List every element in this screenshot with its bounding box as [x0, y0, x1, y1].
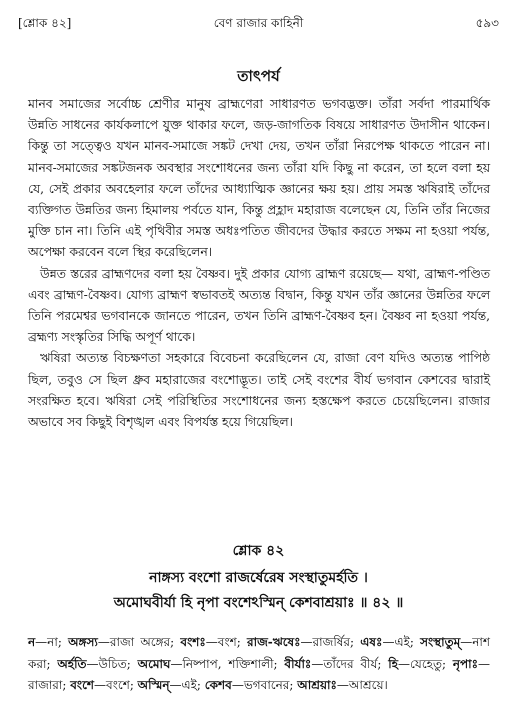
synonym-word: রাজ-ঋষেঃ: [246, 635, 301, 649]
synonym-delimiter: ;: [126, 656, 138, 671]
synonym-meaning: আশ্রয়ে: [348, 678, 384, 692]
synonym-meaning: রাজর্ষির: [312, 635, 351, 649]
verse-label: শ্লোক ৪২: [232, 543, 285, 559]
synonym-meaning: নিষ্পাপ, শক্তিশালী: [182, 656, 274, 671]
synonym-delimiter: ।: [383, 678, 388, 692]
synonym-delimiter: ;: [409, 635, 421, 649]
synonym-entry: [138, 678, 205, 692]
synonym-delimiter: ;: [46, 656, 58, 671]
synonym-word: অস্মিন্: [137, 678, 170, 692]
synonym-separator: —: [94, 678, 107, 692]
synonym-entry: [247, 635, 360, 649]
synonym-word: সংস্থাতুম্: [420, 635, 461, 649]
synonym-separator: —: [35, 635, 48, 649]
synonym-delimiter: ;: [170, 635, 181, 649]
synonym-separator: —: [97, 635, 110, 649]
synonym-word: বংশে: [70, 678, 95, 692]
synonym-entry: [70, 678, 137, 692]
synonym-word: এষঃ: [360, 635, 383, 649]
synonym-word: কেশব: [204, 678, 232, 692]
synonym-meaning: বংশে: [106, 678, 130, 692]
synonym-separator: —: [86, 656, 99, 671]
synonym-delimiter: ;: [62, 678, 71, 692]
synonym-entry: [68, 635, 180, 649]
synonym-separator: —: [311, 656, 324, 671]
purport-body: [28, 94, 490, 433]
synonym-word: অমোঘ: [137, 656, 171, 671]
synonym-word: অঙ্গস্য: [68, 635, 98, 649]
synonym-entry: [205, 678, 297, 692]
synonym-meaning: উচিত: [98, 656, 127, 671]
synonym-meaning: যেহেতু: [410, 656, 442, 671]
synonym-meaning: না: [47, 635, 58, 649]
synonym-entry: [138, 657, 285, 671]
paragraph: মানব সমাজের সর্বোচ্চ শ্রেণীর মানুষ ব্রাহ্মণেরা সাধারণত ভগবদ্ভক্ত। তাঁরা সর্বদা পারমার্থিক উন্নতি সাধনের কার্যকলাপে যুক্ত থাকার ফলে, জড়-জাগতিক বিষয়ে সাধারণত উদাসীন থাকেন। কিন্তু তা সত্ত্বেও যখন মানব-সমাজে সঙ্কট দেখা দেয়, তখন তাঁরা নিরপেক্ষ থাকতে পারেন না। মানব-সমাজের সঙ্কটজনক অবস্থার সংশোধনের জন্য তাঁরা যদি কিছু না করেন, তা হলে বলা হয় যে, সেই প্রকার অবহেলার ফলে তাঁদের আধ্যাত্মিক জ্ঞানের ক্ষয় হয়। প্রায় সমস্ত ঋষিরাই তাঁদের ব্যক্তিগত উন্নতির জন্য হিমালয় পর্বতে যান, কিন্তু প্রহ্লাদ মহারাজ বলেছেন যে, তিনি তাঁর নিজের মুক্তি চান না। তিনি এই পৃথিবীর সমস্ত অধঃপতিত জীবদের উদ্ধার করতে সক্ষম না হওয়া পর্যন্ত, অপেক্ষা করবেন বলে স্থির করেছিলেন।: [28, 97, 490, 260]
word-meanings: [28, 632, 490, 697]
synonym-separator: —: [300, 635, 313, 649]
synonym-delimiter: ;: [350, 635, 361, 649]
synonym-word: হি: [388, 656, 399, 671]
synonym-separator: —: [382, 635, 395, 649]
synonym-entry: [28, 635, 68, 649]
synonym-entry: [297, 678, 388, 692]
synonym-word: অর্হতি: [57, 656, 87, 671]
synonym-delimiter: ;: [236, 635, 247, 649]
synonym-entry: [284, 657, 388, 671]
synonym-separator: —: [205, 635, 218, 649]
synonym-entry: [57, 657, 137, 671]
verse-line: অমোঘবীর্যা হি নৃপা বংশেঽস্মিন্ কেশবাশ্রয়াঃ ॥ ৪২ ॥: [113, 595, 404, 611]
chapter-title: বেণ রাজার কাহিনী: [213, 16, 304, 30]
synonym-delimiter: ;: [289, 678, 298, 692]
synonym-meaning: ভগবানের: [243, 678, 290, 692]
section-heading: তাৎপর্য: [237, 67, 280, 85]
synonym-word: ন: [28, 635, 36, 649]
synonym-entry: [360, 635, 420, 649]
running-head: [18, 14, 499, 32]
synonym-delimiter: ;: [273, 656, 285, 671]
synonym-word: আশ্রয়াঃ: [297, 678, 337, 692]
synonym-meaning: রাজারা: [28, 678, 63, 692]
synonym-separator: —: [170, 656, 183, 671]
synonym-separator: —: [231, 678, 244, 692]
paragraph: ঋষিরা অত্যন্ত বিচক্ষণতা সহকারে বিবেচনা করেছিলেন যে, রাজা বেণ যদিও অত্যন্ত পাপিষ্ঠ ছিল, তবুও সে ছিল ধ্রুব মহারাজের বংশোদ্ভূত। তাই সেই বংশের বীর্য ভগবান কেশবের দ্বারাই সংরক্ষিত হবে। ঋষিরা সেই পরিস্থিতির সংশোধনের জন্য হস্তক্ষেপ করতে চেয়েছিলেন। রাজার অভাবে সব কিছুই বিশৃঙ্খল এবং বিপর্যস্ত হয়ে গিয়েছিল।: [28, 351, 490, 430]
synonym-delimiter: ;: [129, 678, 138, 692]
synonym-delimiter: ;: [441, 656, 453, 671]
paragraph: উন্নত স্তরের ব্রাহ্মণদের বলা হয় বৈষ্ণব। দুই প্রকার যোগ্য ব্রাহ্মণ রয়েছে— যথা, ব্রাহ্মণ-পণ্ডিত এবং ব্রাহ্মণ-বৈষ্ণব। যোগ্য ব্রাহ্মণ স্বভাবতই অত্যন্ত বিদ্বান, কিন্তু যখন তাঁর জ্ঞানের উন্নতির ফলে তিনি পরমেশ্বর ভগবানকে জানতে পারেন, তখন তিনি ব্রাহ্মণ-বৈষ্ণব হন। বৈষ্ণব না হওয়া পর্যন্ত, ব্রহ্মণ্য সংস্কৃতির সিদ্ধি অপূর্ণ থাকে।: [28, 266, 490, 345]
synonym-meaning: তাঁদের বীর্য: [323, 656, 378, 671]
synonym-delimiter: ;: [57, 635, 69, 649]
synonym-separator: —: [169, 678, 182, 692]
synonym-entry: [180, 635, 247, 649]
synonym-delimiter: ;: [196, 678, 205, 692]
synonym-word: বংশঃ: [180, 635, 206, 649]
synonym-word: বীর্যাঃ: [284, 656, 312, 671]
synonym-separator: —: [478, 656, 491, 671]
verse-reference: [শ্লোক ৪২]: [18, 16, 72, 30]
synonym-word: নৃপাঃ: [452, 656, 479, 671]
synonym-entry: [388, 657, 453, 671]
synonym-separator: —: [460, 635, 473, 649]
synonym-separator: —: [398, 656, 411, 671]
verse-line: নাঙ্গস্য বংশো রাজর্ষেরেষ সংস্থাতুমর্হতি ।: [149, 570, 368, 586]
synonym-meaning: এই: [181, 678, 197, 692]
verse-text: [0, 566, 517, 616]
synonym-separator: —: [336, 678, 349, 692]
synonym-meaning: রাজা অঙ্গের: [109, 635, 171, 649]
page-number: ৫৯৩: [475, 16, 499, 30]
synonym-meaning: বংশ: [217, 635, 237, 649]
synonym-meaning: এই: [394, 635, 410, 649]
synonym-meaning: নাশ করা: [28, 635, 491, 671]
synonym-delimiter: ;: [377, 656, 389, 671]
